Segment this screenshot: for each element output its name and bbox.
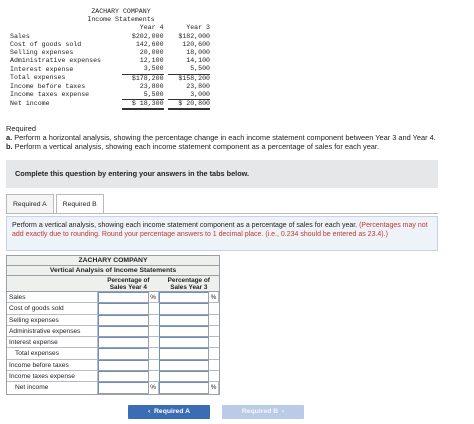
percent-spacer	[149, 326, 159, 336]
va-row	[7, 315, 219, 326]
statement-row-year4: 20,000	[139, 49, 164, 57]
va-column-headers	[7, 276, 219, 292]
va-title: Vertical Analysis of Income Statements	[7, 266, 219, 276]
statement-row	[10, 49, 210, 57]
statement-row-label: Interest expense	[10, 65, 74, 73]
statement-row-year4: $202,000	[131, 32, 164, 40]
required-a-text: Perform a horizontal analysis, showing the percentage change in each income statement component between Year 3 and Year 4.	[14, 133, 436, 142]
statement-row	[10, 83, 210, 91]
va-row-label: Sales	[7, 292, 98, 302]
instruction-banner: Complete this question by entering your answers in the tabs below.	[6, 160, 438, 188]
required-b-prefix: b.	[6, 142, 13, 151]
percent-spacer	[149, 337, 159, 347]
va-input-year3[interactable]	[159, 360, 210, 371]
required-a	[6, 133, 472, 142]
statement-row-year4: 3,500	[122, 65, 164, 74]
statement-company: ZACHARY COMPANY	[91, 8, 151, 15]
va-input-year4[interactable]	[98, 360, 149, 371]
va-row	[7, 371, 219, 382]
percent-spacer	[149, 360, 159, 370]
percent-spacer	[209, 326, 219, 336]
statement-row	[10, 74, 210, 83]
percent-spacer	[209, 360, 219, 370]
statement-row-year4: $178,200	[131, 74, 164, 82]
va-row-label: Interest expense	[7, 337, 98, 347]
va-row-label: Administrative expenses	[7, 326, 98, 336]
va-row	[7, 348, 219, 359]
va-input-year3[interactable]	[159, 337, 210, 348]
va-row	[7, 382, 219, 393]
next-required-b-button	[222, 405, 304, 419]
va-col-year3-line2: Sales Year 3	[170, 284, 208, 291]
statement-row-year3: $ 20,800	[168, 100, 210, 110]
va-row-label: Net income	[7, 382, 98, 393]
va-input-year4[interactable]	[98, 382, 149, 393]
percent-spacer	[209, 303, 219, 313]
va-input-year3[interactable]	[159, 303, 210, 314]
va-input-year3[interactable]	[159, 382, 210, 393]
statement-row-year3: $158,200	[178, 74, 210, 82]
statement-row-year3: 120,600	[182, 40, 210, 48]
percent-spacer	[209, 315, 219, 325]
percent-sign: %	[149, 382, 159, 393]
statement-row-label: Total expenses	[10, 74, 66, 82]
va-input-year3[interactable]	[159, 326, 210, 337]
va-col-year4	[98, 276, 158, 291]
va-col-year3-line1: Percentage of	[167, 276, 210, 284]
va-row	[7, 337, 219, 348]
va-input-year4[interactable]	[98, 292, 149, 303]
chevron-right-icon: ›	[281, 408, 285, 415]
tab-required-a[interactable]: Required A	[6, 194, 54, 214]
va-row	[7, 360, 219, 371]
statement-title: Income Statements	[87, 16, 155, 24]
statement-row	[10, 41, 210, 49]
instructions-box	[6, 216, 438, 251]
va-company: ZACHARY COMPANY	[7, 256, 219, 266]
statement-row-year3: 3,000	[168, 91, 210, 100]
tab-bar	[6, 194, 106, 214]
va-input-year3[interactable]	[159, 348, 210, 359]
statement-row-year3: 5,500	[168, 65, 210, 74]
statement-row-year4: 12,100	[139, 57, 164, 65]
instructions-main: Perform a vertical analysis, showing each income statement component as a percentage of sales for each year.	[12, 222, 358, 229]
statement-row	[10, 57, 210, 65]
statement-row-year4: $ 18,300	[122, 100, 164, 110]
year3-header: Year 3	[186, 24, 210, 32]
va-input-year4[interactable]	[98, 326, 149, 337]
va-row-label: Cost of goods sold	[7, 303, 98, 313]
statement-row-label: Income before taxes	[10, 82, 86, 90]
required-title: Required	[6, 124, 36, 133]
va-input-year3[interactable]	[159, 315, 210, 326]
va-col-year3	[159, 276, 219, 291]
statement-row	[10, 100, 210, 110]
va-row-label: Selling expenses	[7, 315, 98, 325]
va-row	[7, 303, 219, 314]
statement-table	[10, 24, 210, 110]
statement-row-label: Cost of goods sold	[10, 40, 82, 48]
va-input-year3[interactable]	[159, 292, 210, 303]
tab-divider	[6, 213, 438, 214]
required-b-text: Perform a vertical analysis, showing each income statement component as a percentage of sales for each year.	[14, 142, 380, 151]
tab-required-b[interactable]: Required B	[56, 194, 104, 214]
percent-spacer	[209, 371, 219, 381]
percent-spacer	[209, 337, 219, 347]
statement-row-year3: 23,800	[186, 82, 210, 90]
percent-spacer	[149, 371, 159, 381]
statement-row-label: Administrative expenses	[10, 57, 102, 65]
statement-row-year4: 23,800	[139, 82, 164, 90]
statement-row-year4: 142,600	[135, 40, 164, 48]
va-input-year4[interactable]	[98, 348, 149, 359]
va-input-year4[interactable]	[98, 371, 149, 382]
statement-row-label: Net income	[10, 100, 50, 108]
statement-row-year3: $182,000	[178, 32, 210, 40]
va-input-year4[interactable]	[98, 315, 149, 326]
required-section	[6, 124, 472, 151]
chevron-left-icon: ‹	[147, 408, 151, 415]
percent-sign: %	[209, 382, 219, 393]
income-statement	[10, 8, 210, 110]
required-a-prefix: a.	[6, 133, 13, 142]
prev-button-label: Required A	[154, 408, 191, 415]
next-button-label: Required B	[241, 408, 279, 415]
percent-spacer	[149, 348, 159, 358]
va-input-year3[interactable]	[159, 371, 210, 382]
va-row-label: Total expenses	[7, 348, 98, 358]
va-input-year4[interactable]	[98, 303, 149, 314]
statement-row-year3: 14,100	[186, 57, 210, 65]
statement-row	[10, 33, 210, 41]
va-input-year4[interactable]	[98, 337, 149, 348]
statement-row	[10, 65, 210, 74]
va-row	[7, 326, 219, 337]
percent-sign: %	[209, 292, 219, 302]
prev-required-a-button[interactable]	[128, 405, 210, 419]
percent-sign: %	[149, 292, 159, 302]
statement-row	[10, 91, 210, 100]
va-col-year4-line1: Percentage of	[107, 276, 150, 284]
instructions-note: (Percentages may not add exactly due to rounding. Round your percentage answers to 1 decimal place. (i.e., 0.234 should be entered as 23.4).)	[12, 222, 428, 239]
year4-header: Year 4	[139, 24, 164, 32]
percent-spacer	[209, 348, 219, 358]
statement-row-label: Selling expenses	[10, 49, 74, 57]
va-col-year4-line2: Sales Year 4	[109, 284, 147, 291]
statement-row-label: Income taxes expense	[10, 91, 90, 99]
va-row-label: Income taxes expense	[7, 371, 98, 381]
required-b	[6, 142, 472, 151]
statement-row-year3: 18,000	[186, 49, 210, 57]
va-row-label: Income before taxes	[7, 360, 98, 370]
statement-row-year4: 5,500	[122, 91, 164, 100]
percent-spacer	[149, 315, 159, 325]
percent-spacer	[149, 303, 159, 313]
vertical-analysis-table	[6, 255, 220, 395]
statement-row-label: Sales	[10, 32, 30, 40]
va-row	[7, 292, 219, 303]
